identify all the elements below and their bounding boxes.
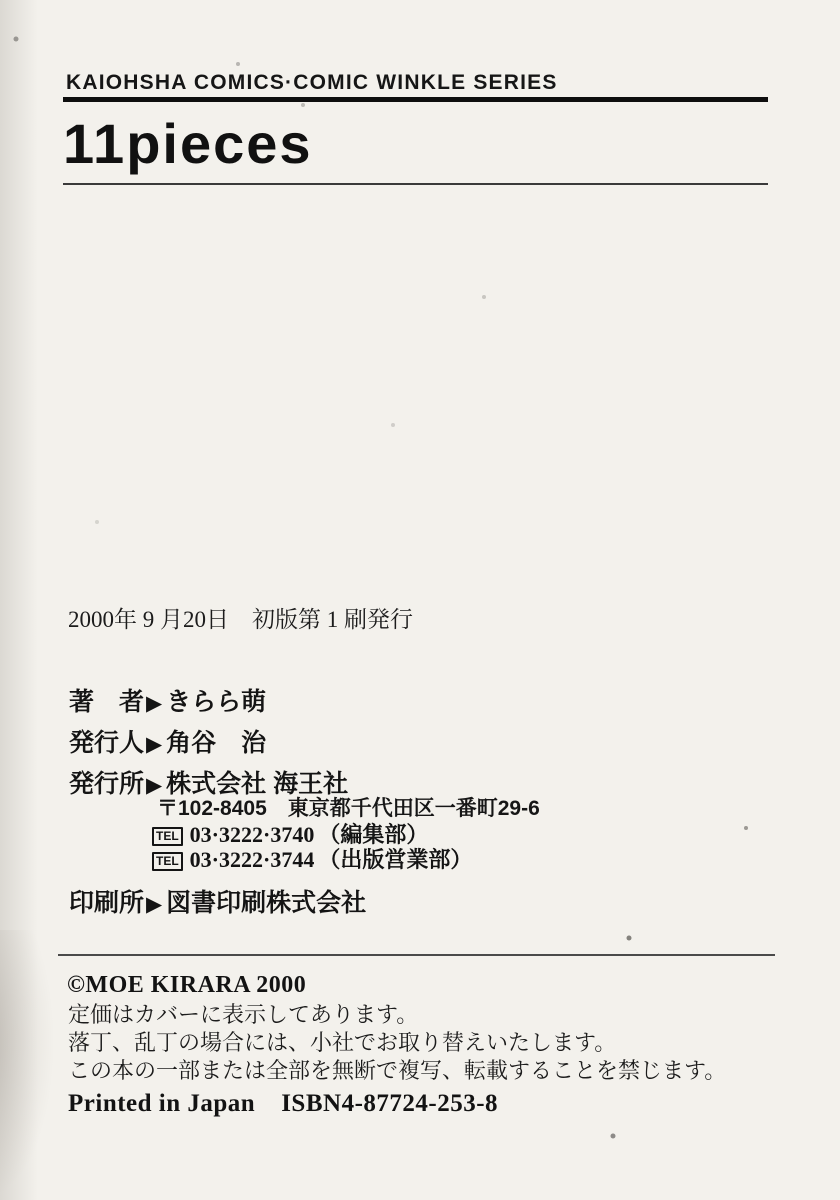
- publisher-address: 〒102-8405 東京都千代田区一番町29-6: [157, 797, 540, 820]
- printed-isbn-line: [68, 1090, 498, 1119]
- scan-crease-mark: [0, 930, 60, 1200]
- defect-replacement-notice: 落丁、乱丁の場合には、小社でお取り替えいたします。: [68, 1030, 617, 1055]
- author-name: きらら萌: [166, 688, 267, 716]
- printer-name: 図書印刷株式会社: [166, 889, 367, 917]
- scan-edge-shadow: [0, 0, 38, 1200]
- printed-in-japan: Printed in Japan: [68, 1090, 256, 1117]
- tel-editorial-number: 03·3222·3740: [189, 822, 315, 847]
- arrow-right-icon: ▶: [146, 733, 163, 756]
- publisher-row: [69, 770, 348, 799]
- arrow-right-icon: ▶: [146, 893, 163, 916]
- scan-noise-specks: [0, 0, 2, 2]
- author-label: 著 者: [69, 688, 145, 716]
- header-rule-bottom: [63, 183, 768, 185]
- book-title: 11pieces: [63, 112, 313, 175]
- tel-sales-row: [152, 847, 472, 872]
- arrow-right-icon: ▶: [146, 692, 163, 715]
- printer-label: 印刷所: [69, 889, 145, 917]
- header-rule-top: [63, 97, 768, 102]
- reproduction-prohibited-notice: この本の一部または全部を無断で複写、転載することを禁じます。: [68, 1058, 727, 1083]
- tel-sales-dept: （出版営業部）: [318, 847, 473, 872]
- arrow-right-icon: ▶: [146, 774, 163, 797]
- publisher-name: 株式会社 海王社: [166, 770, 349, 798]
- printer-row: [69, 889, 366, 918]
- author-row: [69, 688, 266, 717]
- series-label: KAIOHSHA COMICS·COMIC WINKLE SERIES: [66, 71, 558, 94]
- copyright-line: ©MOE KIRARA 2000: [67, 972, 307, 998]
- price-notice: 定価はカバーに表示してあります。: [68, 1002, 419, 1027]
- issuer-name: 角谷 治: [166, 729, 267, 757]
- tel-sales-number: 03·3222·3744: [189, 847, 315, 872]
- tel-box-icon: TEL: [152, 852, 183, 871]
- issuer-row: [69, 729, 266, 758]
- publisher-label: 発行所: [69, 770, 145, 798]
- isbn-number: ISBN4-87724-253-8: [281, 1090, 499, 1117]
- issuer-label: 発行人: [69, 729, 145, 757]
- tel-editorial-row: [152, 822, 428, 847]
- edition-date-line: 2000年 9 月20日 初版第 1 刷発行: [68, 607, 413, 632]
- colophon-divider: [58, 954, 775, 956]
- tel-box-icon: TEL: [152, 827, 183, 846]
- tel-editorial-dept: （編集部）: [318, 822, 429, 847]
